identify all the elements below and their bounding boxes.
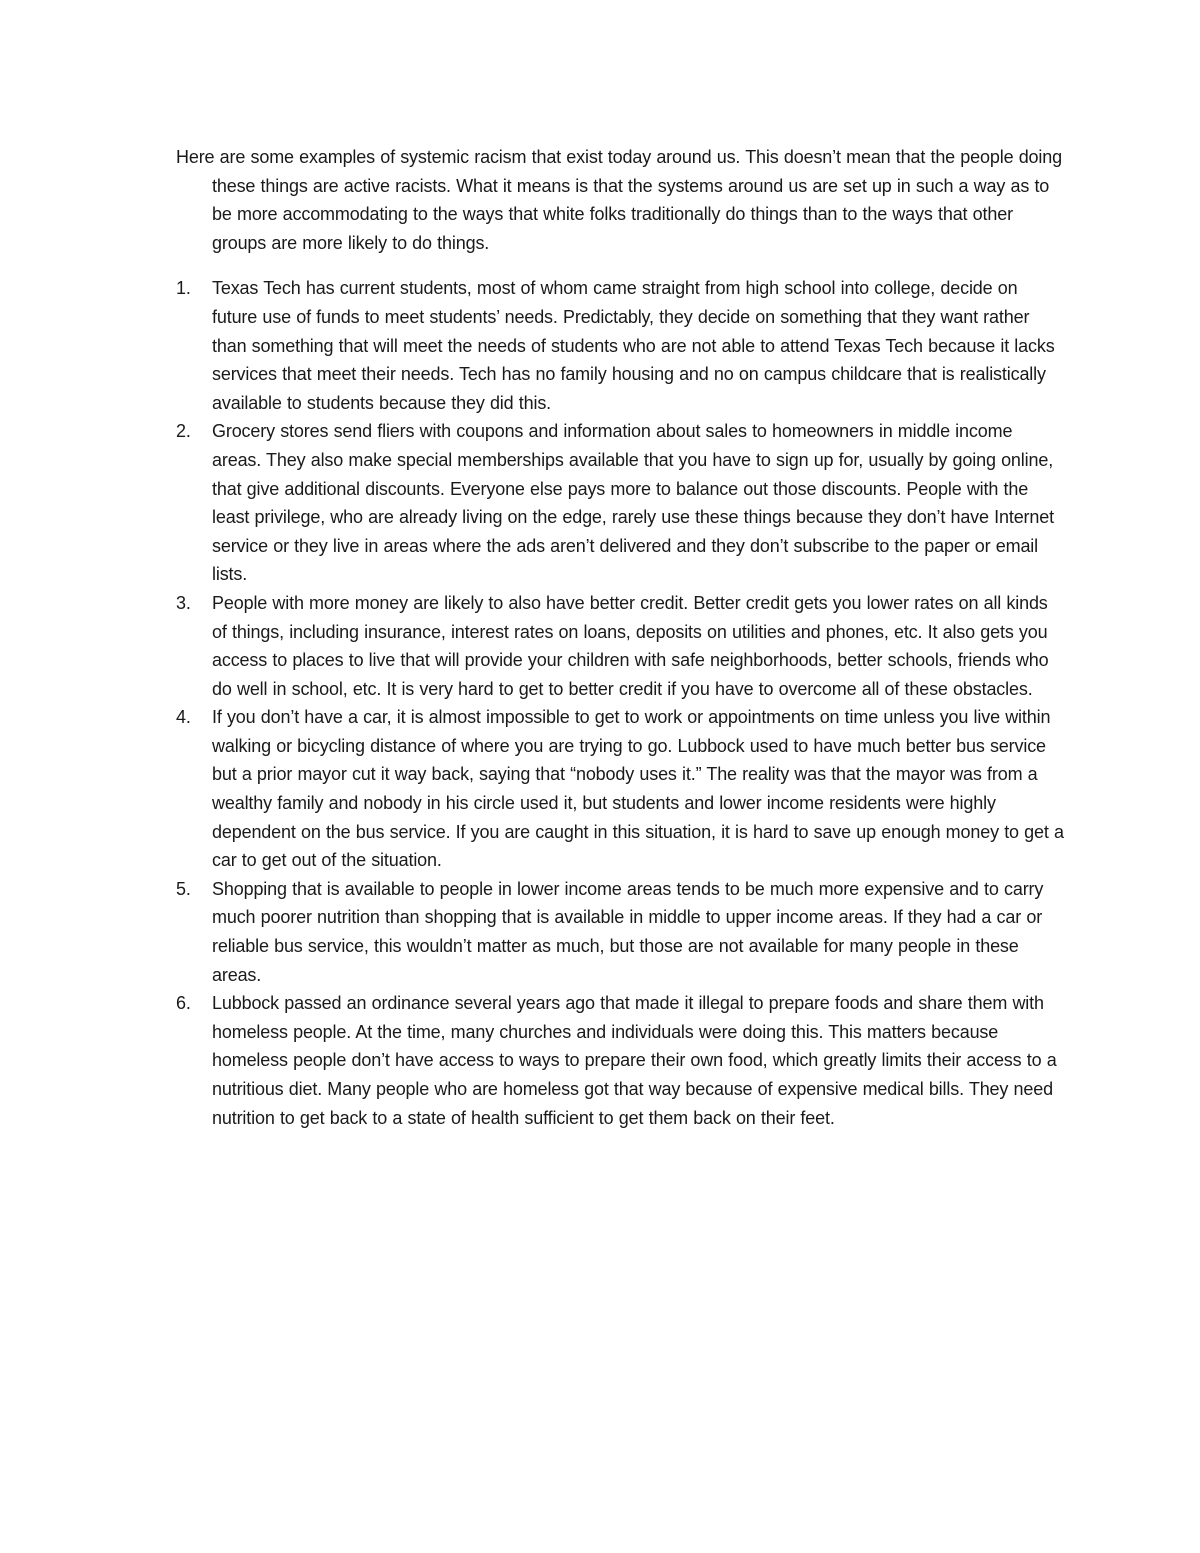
list-item (176, 589, 1066, 703)
list-item-number: 4. (176, 707, 191, 728)
list-item-text: Shopping that is available to people in lower income areas tends to be much more expensive and to carry much poorer nutrition than shopping that is available in middle to upper income areas. If they had a car or reliable bus service, this wouldn’t matter as much, but those are not available for many people in these areas. (212, 878, 1044, 985)
list-item-number: 3. (176, 592, 191, 613)
list-item (176, 703, 1066, 875)
list-item-text: Texas Tech has current students, most of whom came straight from high school into college, decide on future use of funds to meet students’ needs. Predictably, they decide on something that they want rather than something that will meet the needs of students who are not able to attend Texas Tech because it lacks services that meet their needs. Tech has no family housing and no on campus childcare that is realistically available to students because they did this. (212, 278, 1055, 413)
numbered-list (176, 274, 1066, 1132)
list-item-number: 6. (176, 993, 191, 1014)
list-item (176, 274, 1066, 417)
list-item (176, 989, 1066, 1132)
list-item-number: 2. (176, 421, 191, 442)
list-item-text: People with more money are likely to also have better credit. Better credit gets you lower rates on all kinds of things, including insurance, interest rates on loans, deposits on utilities and phones, etc. It also gets you access to places to live that will provide your children with safe neighborhoods, better schools, friends who do well in school, etc. It is very hard to get to better credit if you have to overcome all of these obstacles. (212, 592, 1049, 699)
list-item-number: 5. (176, 878, 191, 899)
list-item-text: If you don’t have a car, it is almost impossible to get to work or appointments on time unless you live within walking or bicycling distance of where you are trying to go. Lubbock used to have much better bus service but a prior mayor cut it way back, saying that “nobody uses it.” The reality was that the mayor was from a wealthy family and nobody in his circle used it, but students and lower income residents were highly dependent on the bus service. If you are caught in this situation, it is hard to save up enough money to get a car to get out of the situation. (212, 707, 1064, 871)
list-item (176, 417, 1066, 589)
list-item (176, 875, 1066, 989)
list-item-number: 1. (176, 278, 191, 299)
document-body (176, 143, 1066, 1132)
list-item-text: Grocery stores send fliers with coupons and information about sales to homeowners in middle income areas. They also make special memberships available that you have to sign up for, usually by going online, that give additional discounts. Everyone else pays more to balance out those discounts. People with the least privilege, who are already living on the edge, rarely use these things because they don’t have Internet service or they live in areas where the ads aren’t delivered and they don’t subscribe to the paper or email lists. (212, 421, 1054, 585)
list-item-text: Lubbock passed an ordinance several years ago that made it illegal to prepare foods and share them with homeless people. At the time, many churches and individuals were doing this. This matters because homeless people don’t have access to ways to prepare their own food, which greatly limits their access to a nutritious diet. Many people who are homeless got that way because of expensive medical bills. They need nutrition to get back to a state of health sufficient to get them back on their feet. (212, 993, 1057, 1128)
intro-paragraph: Here are some examples of systemic racism that exist today around us. This doesn’t mean that the people doing these things are active racists. What it means is that the systems around us are set up in such a way as to be more accommodating to the ways that white folks traditionally do things than to the ways that other groups are more likely to do things. (176, 147, 1062, 253)
